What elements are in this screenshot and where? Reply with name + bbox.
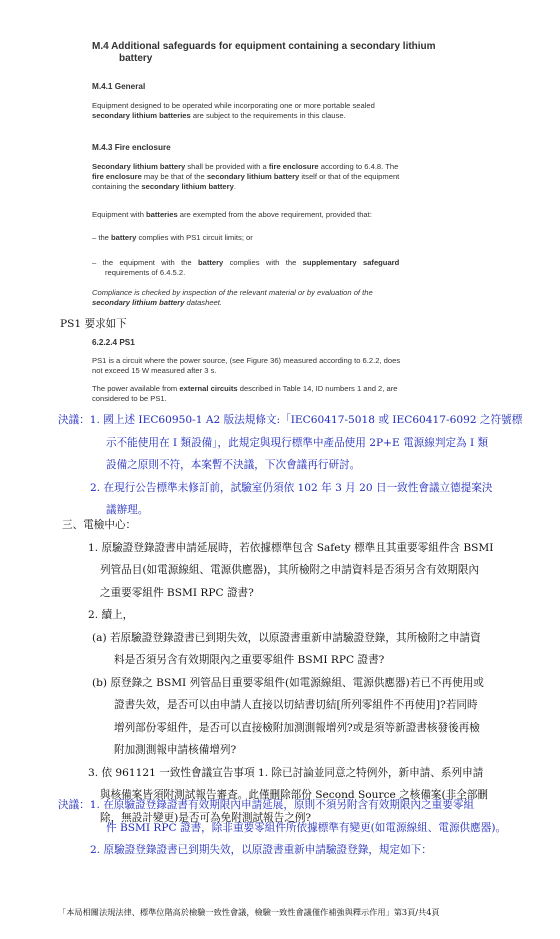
clause-m43-p1 xyxy=(92,162,492,192)
resolution-1-item-2-line1: 2. 在現行公告標準未修訂前，試驗室仍須依 102 年 3 月 20 日一致性會議立德提案決 xyxy=(90,481,493,494)
term: external circuits xyxy=(179,384,238,393)
question-2a-line1: (a) 若原驗證登錄證書已到期失效，以原證書重新申請驗證登錄，其所檢附之申請資 xyxy=(92,631,481,644)
term: battery xyxy=(197,258,224,267)
clause-m43-p2 xyxy=(92,210,372,220)
term: supplementary safeguard xyxy=(302,258,400,267)
text-span: complies with the xyxy=(223,258,303,267)
text-span: are exempted from the above requirement, provided that: xyxy=(177,210,372,219)
term: batteries xyxy=(146,210,178,219)
text-line xyxy=(92,258,492,268)
section-3-title: 三、電檢中心： xyxy=(62,519,137,531)
text-line xyxy=(92,182,492,192)
text-span: – the xyxy=(92,233,111,242)
term: secondary lithium battery xyxy=(141,182,234,191)
resolution-1-item-2-line2: 議辦理。 xyxy=(106,504,149,516)
ps1-p2 xyxy=(92,384,502,404)
question-3-line2: 與核備案皆須附測試報告審查。此僅刪除部份 Second Source 之核備案(非全部刪 xyxy=(100,789,489,801)
text-line: Compliance is checked by inspection of the relevant material or by evaluation of the xyxy=(92,288,373,297)
resolution-1-item-1-line1 xyxy=(58,409,538,432)
question-2b-line4: 附加測測報申請核備增列? xyxy=(114,744,237,756)
resolution-2-item-1-line2: 件 BSMI RPC 證書，除非重要零組件所依據標準有變更(如電源線組、電源供應器)。 xyxy=(106,821,507,834)
question-3-line3: 除，無設計變更)是否可為免附測試報告之例? xyxy=(100,811,312,824)
text-span: shall be provided with a xyxy=(185,162,269,171)
text-span: Equipment with xyxy=(92,210,147,219)
text-line xyxy=(92,111,492,121)
section-3 xyxy=(62,514,542,829)
text-span: described in Table 14, ID numbers 1 and 2, are xyxy=(237,384,398,393)
text-line: requirements of 6.4.5.2. xyxy=(105,268,186,277)
clause-m43-bullet-1 xyxy=(92,233,253,243)
ps1-caption: PS1 要求如下 xyxy=(60,318,127,330)
text-span: 1. 在原驗證登錄證書有效期限內申請延展，原則不須另附含有效期限內之重要零組 xyxy=(89,799,475,811)
clause-m43-compliance xyxy=(92,288,492,308)
question-3-line1: 3. 依 961121 一致性會議宣告事項 1. 除已討論並同意之特例外，新申請、系列申請 xyxy=(88,766,484,779)
term: Secondary lithium battery xyxy=(92,162,186,171)
text-span: . xyxy=(233,182,236,191)
text-span: according to 6.4.8. The xyxy=(318,162,399,171)
clause-m43-bullet-2 xyxy=(92,258,492,278)
text-span: datasheet. xyxy=(184,298,222,307)
text-line: Equipment designed to be operated while incorporating one or more portable sealed xyxy=(92,101,375,110)
term: battery xyxy=(111,233,137,242)
question-1-line3: 之重要零組件 BSMI RPC 證書? xyxy=(100,586,254,599)
clause-m4-title-line2: battery xyxy=(119,53,153,64)
term: secondary lithium battery xyxy=(206,172,300,181)
text-span: – the equipment with the xyxy=(92,258,198,267)
term: secondary lithium batteries xyxy=(92,111,191,120)
resolution-1-item-1-line2: 示不能使用在 I 類設備」，此規定與現行標準中產品使用 2P+E 電源線判定為 I 類 xyxy=(106,436,489,449)
question-2b-line2: 證書失效，是否可以由申請人直接以切結書切結[所列零組件不再使用]?若同時 xyxy=(114,699,478,711)
resolution-2-item-2-line1: 2. 原驗證登錄證書已到期失效，以原證書重新申請驗證登錄，規定如下： xyxy=(90,844,432,856)
clause-m41-heading: M.4.1 General xyxy=(92,82,146,91)
question-1-line1: 1. 原驗證登錄證書申請延展時，若依據標準包含 Safety 標準且其重要零組件含 BSMI xyxy=(88,541,494,554)
resolution-label: 決議： xyxy=(58,799,90,811)
text-line: PS1 is a circuit where the power source, (see Figure 36) measured according to 6.2.2, does xyxy=(92,356,401,365)
clause-m43-heading: M.4.3 Fire enclosure xyxy=(92,143,171,152)
text-line: considered to be PS1. xyxy=(92,394,167,403)
term: fire enclosure xyxy=(268,162,319,171)
clause-m4-title-line1: M.4 Additional safeguards for equipment containing a secondary lithium xyxy=(92,41,436,52)
text-span: complies with PS1 circuit limits; or xyxy=(136,233,253,242)
resolution-2-item-1-line1 xyxy=(58,794,548,817)
text-span: itself or that of the equipment xyxy=(299,172,400,181)
text-span: containing the xyxy=(92,182,142,191)
question-1-line2: 列管品目(如電源線組、電源供應器)，其所檢附之申請資料是否須另含有效期限內 xyxy=(100,564,480,576)
text-span: The power available from xyxy=(92,384,180,393)
question-2: 2. 續上， xyxy=(88,609,134,621)
text-line: not exceed 15 W measured after 3 s. xyxy=(92,366,217,375)
text-line xyxy=(92,298,492,308)
question-2b-line3: 增列部份零組件，是否可以直接檢附加測測報增列?或是須等新證書核發後再檢 xyxy=(114,721,480,734)
resolution-2 xyxy=(58,794,548,862)
question-2a-line2: 料是否須另含有效期限內之重要零組件 BSMI RPC 證書? xyxy=(114,654,385,666)
term: secondary lithium battery xyxy=(92,298,185,307)
text-span: may be that of the xyxy=(141,172,207,181)
text-line xyxy=(92,162,492,172)
resolution-1-item-1-line3: 設備之原則不符，本案暫不決議，下次會議再行研討。 xyxy=(106,459,361,471)
text-span: are subject to the requirements in this clause. xyxy=(190,111,346,120)
question-2b-line1: (b) 原登錄之 BSMI 列管品目重要零組件(如電源線組、電源供應器)若已不再使用或 xyxy=(92,676,484,689)
ps1-p1 xyxy=(92,356,502,376)
resolution-label: 決議： xyxy=(58,414,90,426)
term: fire enclosure xyxy=(92,172,142,181)
clause-m41-text xyxy=(92,101,492,121)
text-line xyxy=(92,384,502,394)
ps1-heading: 6.2.2.4 PS1 xyxy=(92,338,135,347)
clause-m4-title xyxy=(92,41,492,65)
text-line xyxy=(92,172,492,182)
page-footer: 「本局相關法規法律、標準位階高於檢驗一致性會議，檢驗一致性會議僅作補強與釋示作用」第3頁/共4頁 xyxy=(58,907,440,917)
resolution-1 xyxy=(58,409,538,522)
text-span: 1. 國上述 IEC60950-1 A2 版法規條文:「IEC60417-5018 或 IEC60417-6092 之符號標 xyxy=(89,414,523,426)
